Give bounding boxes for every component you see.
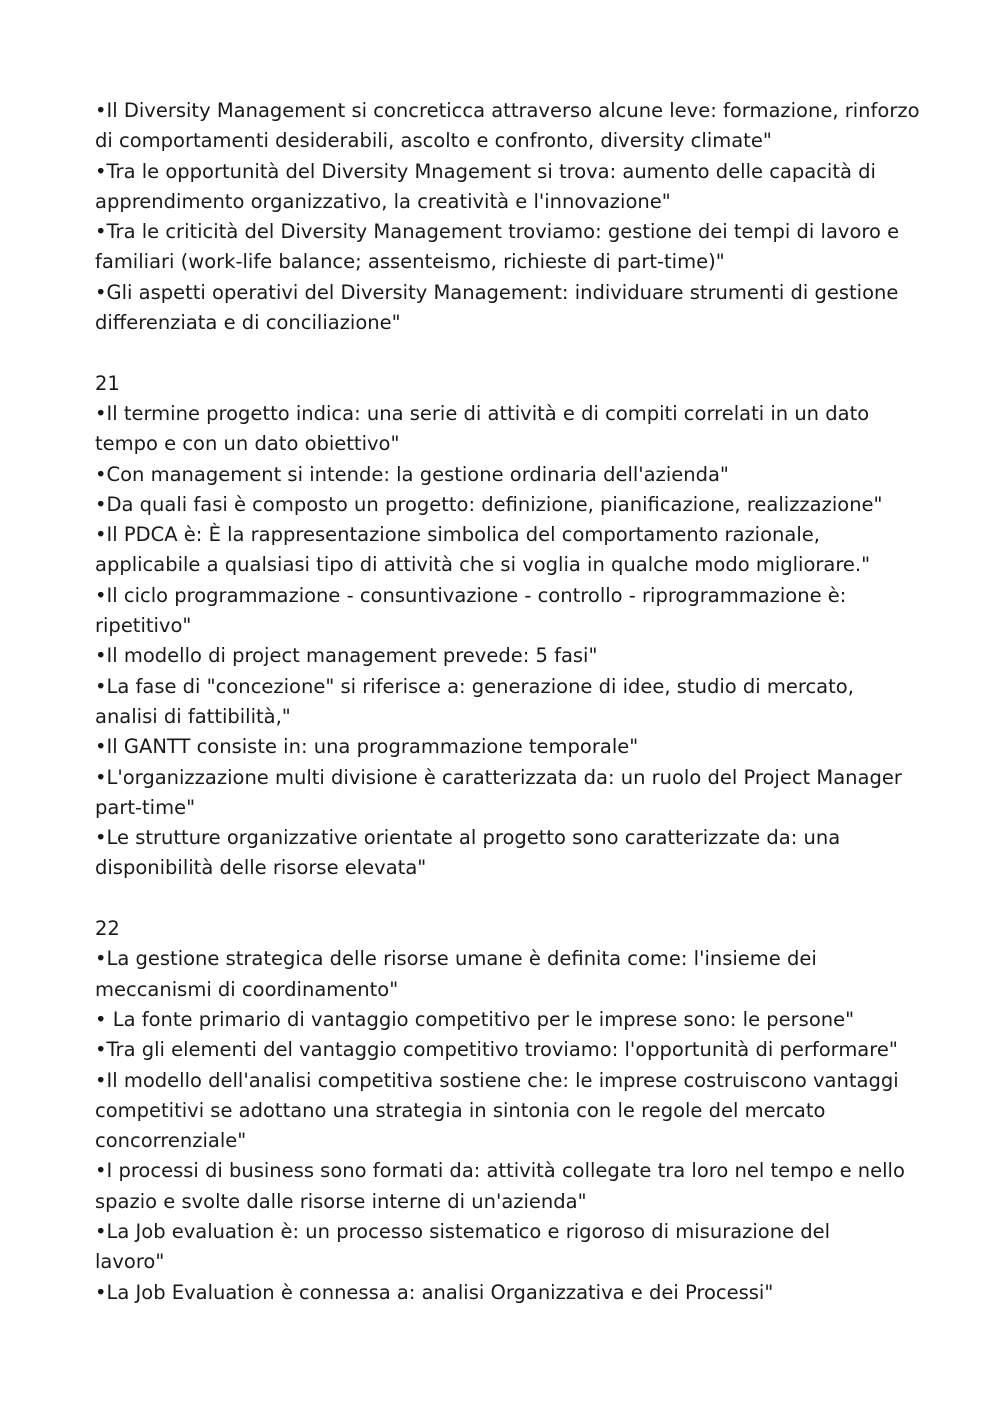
bullet-item — [95, 278, 915, 339]
bullet-item-line: concorrenziale" — [95, 1129, 247, 1153]
bullet-item-line: competitivi se adottano una strategia in sintonia con le regole del mercato — [95, 1098, 826, 1122]
bullet-item-line: •Gli aspetti operativi del Diversity Management: individuare strumenti di gestione — [95, 280, 899, 304]
bullet-item-line: tempo e con un dato obiettivo" — [95, 432, 400, 456]
bullet-item — [95, 1005, 915, 1035]
bullet-item — [95, 1278, 915, 1308]
section-22 — [95, 914, 915, 1308]
bullet-item-line: meccanismi di coordinamento" — [95, 977, 399, 1001]
section-intro — [95, 96, 920, 338]
bullet-item-line: •Tra le criticità del Diversity Management troviamo: gestione dei tempi di lavoro e — [95, 220, 900, 244]
bullet-item-line: •Le strutture organizzative orientate al progetto sono caratterizzate da: una — [95, 826, 841, 850]
bullet-item — [95, 1066, 915, 1157]
bullet-item-line: •La gestione strategica delle risorse umane è definita come: l'insieme dei — [95, 947, 817, 971]
bullet-item-line: analisi di fattibilità," — [95, 704, 291, 728]
bullet-item — [95, 399, 915, 460]
document-page — [95, 96, 920, 1308]
bullet-item-line: •Il PDCA è: È la rappresentazione simbolica del comportamento razionale, — [95, 523, 820, 547]
bullet-item-line: differenziata e di conciliazione" — [95, 311, 401, 335]
bullet-item-line: spazio e svolte dalle risorse interne di un'azienda" — [95, 1189, 587, 1213]
bullet-item-line: • La fonte primario di vantaggio competitivo per le imprese sono: le persone" — [95, 1007, 855, 1031]
section-number: 22 — [95, 917, 120, 941]
bullet-item-line: •L'organizzazione multi divisione è caratterizzata da: un ruolo del Project Manager — [95, 765, 902, 789]
bullet-item-line: •Il Diversity Management si concreticca attraverso alcune leve: formazione, rinforzo — [95, 99, 920, 122]
bullet-item-line: •La Job Evaluation è connessa a: analisi Organizzativa e dei Processi" — [95, 1280, 774, 1304]
bullet-item — [95, 641, 915, 671]
bullet-item-line: part-time" — [95, 795, 196, 819]
bullet-item-line: •Tra le opportunità del Diversity Mnagement si trova: aumento delle capacità di — [95, 159, 876, 183]
bullet-item-line: applicabile a qualsiasi tipo di attività che si voglia in qualche modo migliorare." — [95, 553, 871, 577]
bullet-item — [95, 490, 915, 520]
bullet-item — [95, 157, 915, 218]
bullet-item-line: •Il ciclo programmazione - consuntivazione - controllo - riprogrammazione è: — [95, 583, 847, 607]
bullet-item — [95, 763, 915, 824]
bullet-item — [95, 460, 915, 490]
bullet-item-line: disponibilità delle risorse elevata" — [95, 856, 427, 880]
bullet-item-line: •La Job evaluation è: un processo sistematico e rigoroso di misurazione del — [95, 1219, 831, 1243]
section-number: 21 — [95, 371, 120, 395]
bullet-item-line: •I processi di business sono formati da: attività collegate tra loro nel tempo e nello — [95, 1159, 905, 1183]
bullet-item-line: •Il GANTT consiste in: una programmazione temporale" — [95, 735, 639, 759]
section-21 — [95, 369, 915, 884]
bullet-item-line: •Il termine progetto indica: una serie di attività e di compiti correlati in un dato — [95, 401, 870, 425]
bullet-item — [95, 217, 915, 278]
bullet-item — [95, 1035, 915, 1065]
bullet-item-line: •Il modello di project management prevede: 5 fasi" — [95, 644, 598, 668]
bullet-item — [95, 732, 915, 762]
bullet-item-line: familiari (work-life balance; assenteismo, richieste di part-time)" — [95, 250, 725, 274]
bullet-item-line: •Il modello dell'analisi competitiva sostiene che: le imprese costruiscono vantaggi — [95, 1068, 899, 1092]
bullet-item-line: di comportamenti desiderabili, ascolto e confronto, diversity climate" — [95, 129, 772, 153]
bullet-item — [95, 520, 915, 581]
bullet-item-line: •Tra gli elementi del vantaggio competitivo troviamo: l'opportunità di performare" — [95, 1038, 898, 1062]
bullet-item — [95, 96, 920, 157]
bullet-item — [95, 672, 915, 733]
bullet-item — [95, 1156, 915, 1217]
bullet-item — [95, 823, 915, 884]
bullet-item-line: •La fase di "concezione" si riferisce a: generazione di idee, studio di mercato, — [95, 674, 854, 698]
bullet-item-line: ripetitivo" — [95, 614, 192, 638]
bullet-item-line: •Da quali fasi è composto un progetto: definizione, pianificazione, realizzazione" — [95, 492, 883, 516]
bullet-item — [95, 944, 915, 1005]
bullet-item-line: apprendimento organizzativo, la creatività e l'innovazione" — [95, 189, 671, 213]
bullet-item-line: lavoro" — [95, 1250, 165, 1274]
bullet-item — [95, 1217, 915, 1278]
bullet-item-line: •Con management si intende: la gestione ordinaria dell'azienda" — [95, 462, 729, 486]
bullet-item — [95, 581, 915, 642]
